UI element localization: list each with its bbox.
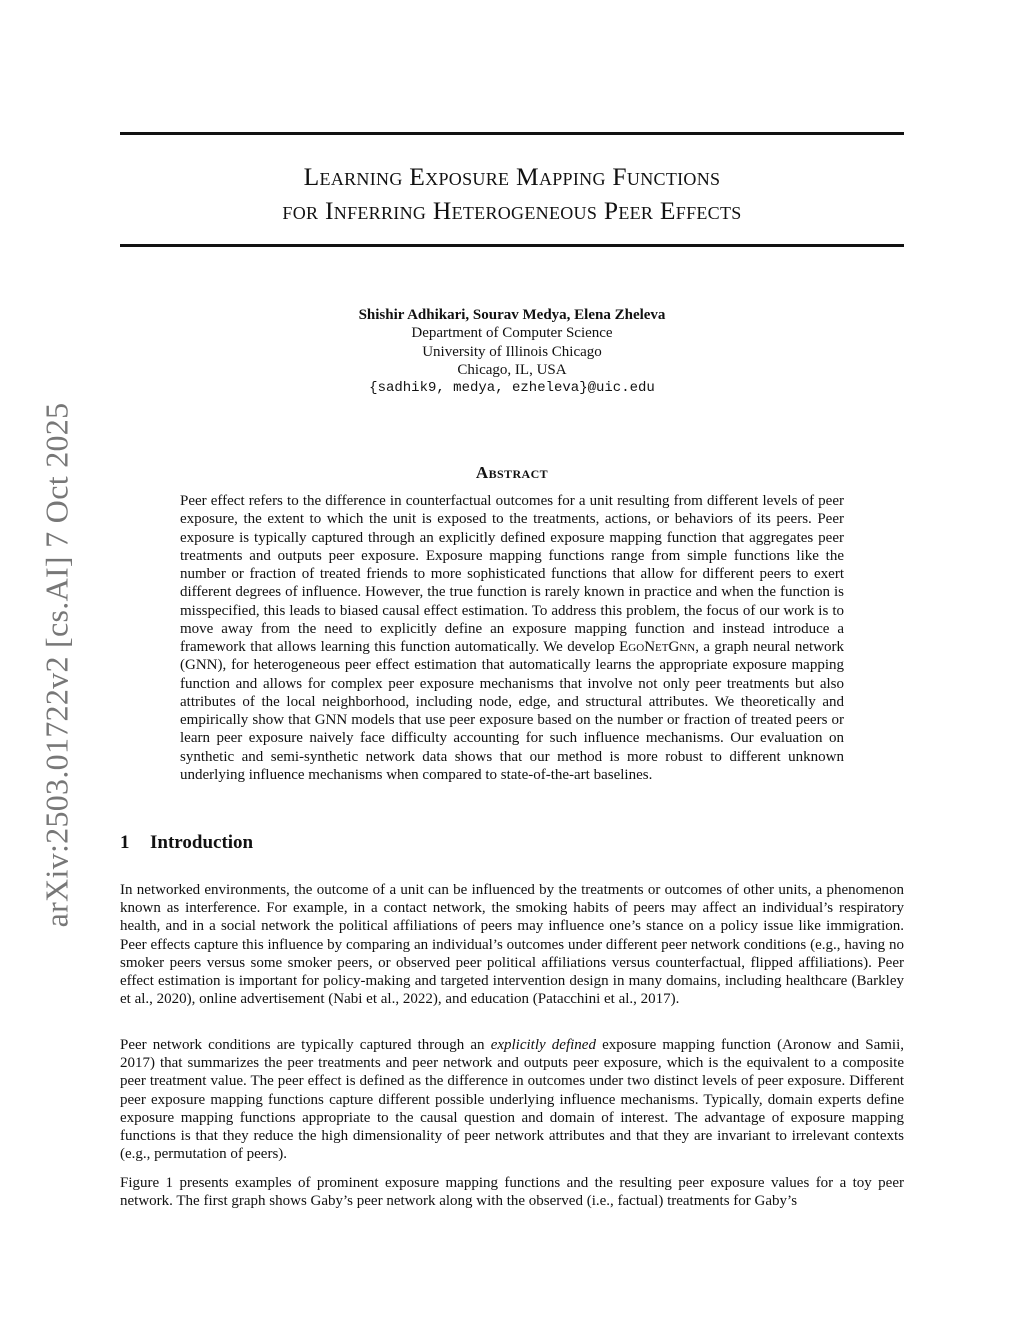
- title-line-2: for Inferring Heterogeneous Peer Effects: [282, 196, 742, 225]
- intro-paragraph-1: In networked environments, the outcome of a unit can be influenced by the treatments or outcomes of other units, a phenomenon known as interference. For example, in a contact network, the smoking habits of peers may affect an individual’s respiratory health, and in a social network the political affiliations of peers may influence one’s stance on a policy issue like immigration. Peer effects capture this influence by comparing an individual’s outcomes under different peer network conditions (e.g., having no smoker peers versus some smoker peers, or observed peer political affiliations versus counterfactual, flipped affiliations). Peer effect estimation is important for policy-making and targeted intervention design in many domains, including healthcare (Barkley et al., 2020), online advertisement (Nabi et al., 2022), and education (Patacchini et al., 2017).: [120, 882, 904, 1008]
- abstract-text: [180, 492, 844, 784]
- abstract-heading: Abstract: [475, 463, 549, 482]
- intro-paragraph-3: Figure 1 presents examples of prominent exposure mapping functions and the resulting peer exposure values for a toy peer network. The first graph shows Gaby’s peer network along with the observed (i.e., factual) treatments for Gaby’s: [120, 1175, 904, 1210]
- author-department: Department of Computer Science: [411, 325, 613, 342]
- author-email: {sadhik9, medya, ezheleva}@uic.edu: [369, 380, 655, 397]
- intro-paragraph-2: [120, 1036, 904, 1163]
- intro-paragraph-2-part-1: Peer network conditions are typically captured through an: [120, 1037, 491, 1053]
- intro-paragraph-2-emphasis: explicitly defined: [490, 1037, 596, 1053]
- abstract-text-part-1: Peer effect refers to the difference in counterfactual outcomes for a unit resulting from different levels of peer exposure, the extent to which the unit is exposed to the treatments, actions, or behaviors of its peers. Peer exposure is typically captured through an explicitly defined exposure mapping function that aggregates peer treatments and outputs peer exposure. Exposure mapping functions range from simple functions like the number or fraction of treated friends to more sophisticated functions that allow for different peers to exert different degrees of influence. However, the true function is rarely known in practice and when the function is misspecified, this leads to biased causal effect estimation. To address this problem, the focus of our work is to move away from the need to explicitly define an exposure mapping function and instead introduce a framework that allows learning this function automatically. We develop: [180, 493, 844, 655]
- section-heading: [120, 832, 253, 854]
- section-title: Introduction: [150, 832, 254, 853]
- arxiv-stamp: arXiv:2503.01722v2 [cs.AI] 7 Oct 2025: [38, 402, 75, 928]
- title-top-rule: [120, 132, 904, 135]
- author-location: Chicago, IL, USA: [457, 361, 567, 378]
- author-names: Shishir Adhikari, Sourav Medya, Elena Zheleva: [358, 307, 666, 323]
- title-line-1: Learning Exposure Mapping Functions: [303, 162, 721, 191]
- author-university: University of Illinois Chicago: [422, 343, 602, 360]
- method-name: EgoNetGnn: [619, 639, 696, 655]
- author-block: [0, 306, 1024, 397]
- intro-paragraph-2-part-2: exposure mapping function (Aronow and Samii, 2017) that summarizes the peer treatments and peer network and outputs peer exposure, which is the equivalent to a composite peer treatment value. The peer effect is defined as the difference in outcomes under two distinct levels of peer exposure. Different peer exposure mapping functions capture different possible underlying influence mechanisms. Typically, domain experts define exposure mapping functions appropriate to the causal question and domain of interest. The advantage of exposure mapping functions is that they reduce the high dimensionality of peer network attributes and that they are invariant to irrelevant contexts (e.g., permutation of peers).: [120, 1037, 904, 1163]
- abstract-text-part-2: , a graph neural network (GNN), for heterogeneous peer effect estimation that automatically learns the appropriate exposure mapping function and allows for complex peer exposure mechanisms that involve not only peer treatments but also attributes of the local neighborhood, including node, edge, and structural attributes. We theoretically and empirically show that GNN models that use peer exposure based on the number or fraction of treated peers or learn peer exposure naively face difficulty accounting for such influence mechanisms. Our evaluation on synthetic and semi-synthetic network data shows that our method is more robust to different unknown underlying influence mechanisms when compared to state-of-the-art baselines.: [180, 639, 844, 783]
- section-number: 1: [120, 832, 130, 853]
- title-bottom-rule: [120, 244, 904, 247]
